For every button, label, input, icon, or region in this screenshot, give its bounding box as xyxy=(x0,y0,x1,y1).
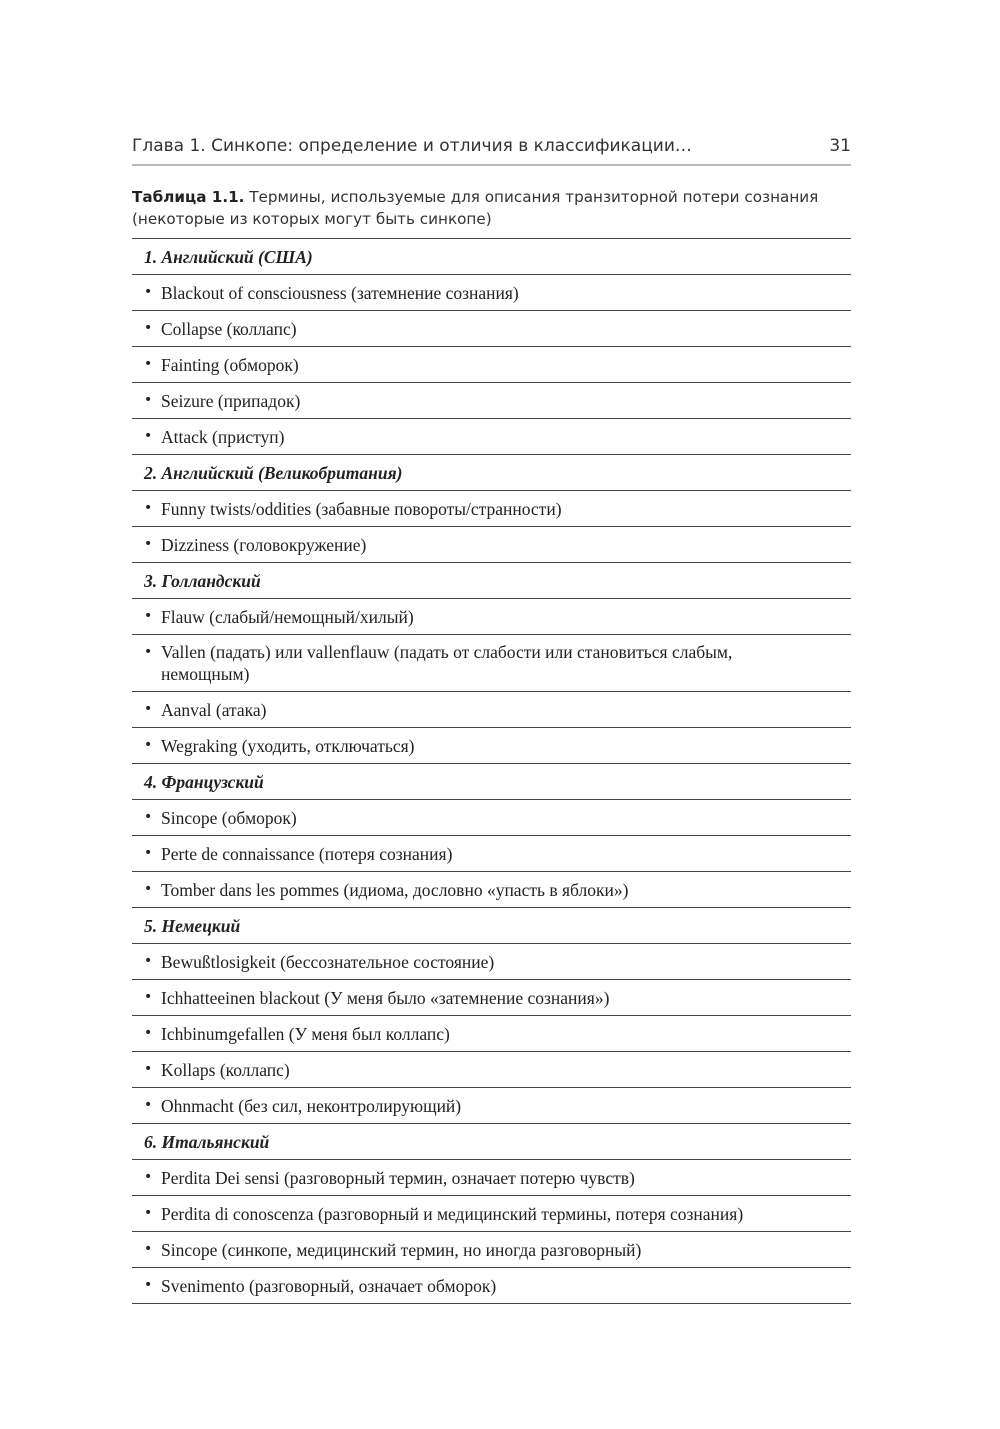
term-text: Ohnmacht (без сил, неконтролирующий) xyxy=(161,1096,462,1116)
table-row xyxy=(132,491,851,527)
bullet-icon: • xyxy=(144,989,153,1005)
table-row xyxy=(132,527,851,563)
term-text: Flauw (слабый/немощный/хилый) xyxy=(161,607,414,627)
term-text: Ichbinumgefallen (У меня был коллапс) xyxy=(161,1024,450,1044)
table-row xyxy=(132,1016,851,1052)
section-heading: 6. Итальянский xyxy=(132,1124,851,1160)
bullet-icon: • xyxy=(144,428,153,444)
table-row xyxy=(132,1268,851,1304)
bullet-icon: • xyxy=(144,881,153,897)
table-row xyxy=(132,419,851,455)
section-heading: 3. Голландский xyxy=(132,563,851,599)
term-text: Seizure (припадок) xyxy=(161,391,301,411)
table-row xyxy=(132,728,851,764)
terms-table xyxy=(132,238,851,1304)
term-text: Blackout of consciousness (затемнение сознания) xyxy=(161,283,519,303)
table-row xyxy=(132,599,851,635)
term-text: Fainting (обморок) xyxy=(161,355,299,375)
bullet-icon: • xyxy=(144,1277,153,1293)
bullet-icon: • xyxy=(144,356,153,372)
running-header xyxy=(132,134,851,166)
bullet-icon: • xyxy=(144,536,153,552)
bullet-icon: • xyxy=(144,1025,153,1041)
term-text: Vallen (падать) или vallenflauw (падать от слабости или становиться слабым, немощным) xyxy=(161,642,733,684)
table-row xyxy=(132,1232,851,1268)
bullet-icon: • xyxy=(144,392,153,408)
table-row xyxy=(132,836,851,872)
table-caption xyxy=(132,186,851,230)
table-row xyxy=(132,1052,851,1088)
table-row xyxy=(132,872,851,908)
table-row xyxy=(132,383,851,419)
term-text: Sincope (синкопе, медицинский термин, но иногда разговорный) xyxy=(161,1240,642,1260)
chapter-title: Глава 1. Синкопе: определение и отличия в классификации… xyxy=(132,136,692,156)
term-text: Svenimento (разговорный, означает обморок) xyxy=(161,1276,497,1296)
term-text: Tomber dans les pommes (идиома, дословно «упасть в яблоки») xyxy=(161,880,629,900)
term-text: Kollaps (коллапс) xyxy=(161,1060,290,1080)
term-text: Attack (приступ) xyxy=(161,427,285,447)
section-heading: 1. Английский (США) xyxy=(132,239,851,275)
bullet-icon: • xyxy=(144,1097,153,1113)
bullet-icon: • xyxy=(144,845,153,861)
term-text: Aanval (атака) xyxy=(161,700,267,720)
table-row xyxy=(132,1088,851,1124)
term-text: Funny twists/oddities (забавные повороты/странности) xyxy=(161,499,562,519)
bullet-icon: • xyxy=(144,809,153,825)
table-caption-text: Термины, используемые для описания транзиторной потери сознания (некоторые из которых могут быть синкопе) xyxy=(132,188,819,228)
bullet-icon: • xyxy=(144,284,153,300)
table-row xyxy=(132,311,851,347)
bullet-icon: • xyxy=(144,701,153,717)
table-row xyxy=(132,275,851,311)
bullet-icon: • xyxy=(144,953,153,969)
term-text: Collapse (коллапс) xyxy=(161,319,297,339)
table-row xyxy=(132,944,851,980)
bullet-icon: • xyxy=(144,320,153,336)
bullet-icon: • xyxy=(144,500,153,516)
term-text: Perte de connaissance (потеря сознания) xyxy=(161,844,453,864)
table-row xyxy=(132,1196,851,1232)
bullet-icon: • xyxy=(144,644,153,660)
table-row xyxy=(132,1160,851,1196)
bullet-icon: • xyxy=(144,1061,153,1077)
section-heading: 4. Французский xyxy=(132,764,851,800)
table-row xyxy=(132,347,851,383)
bullet-icon: • xyxy=(144,1205,153,1221)
bullet-icon: • xyxy=(144,737,153,753)
bullet-icon: • xyxy=(144,608,153,624)
table-row xyxy=(132,980,851,1016)
term-text: Ichhatteeinen blackout (У меня было «затемнение сознания») xyxy=(161,988,610,1008)
bullet-icon: • xyxy=(144,1241,153,1257)
term-text: Bewußtlosigkeit (бессознательное состояние) xyxy=(161,952,495,972)
section-heading: 2. Английский (Великобритания) xyxy=(132,455,851,491)
table-caption-label: Таблица 1.1. xyxy=(132,188,245,206)
term-text: Perdita di conoscenza (разговорный и медицинский термины, потеря сознания) xyxy=(161,1204,744,1224)
page-number: 31 xyxy=(829,136,851,156)
table-row xyxy=(132,635,851,692)
term-text: Sincope (обморок) xyxy=(161,808,297,828)
table-row xyxy=(132,692,851,728)
bullet-icon: • xyxy=(144,1169,153,1185)
term-text: Perdita Dei sensi (разговорный термин, означает потерю чувств) xyxy=(161,1168,635,1188)
term-text: Dizziness (головокружение) xyxy=(161,535,367,555)
term-text: Wegraking (уходить, отключаться) xyxy=(161,736,415,756)
table-row xyxy=(132,800,851,836)
section-heading: 5. Немецкий xyxy=(132,908,851,944)
